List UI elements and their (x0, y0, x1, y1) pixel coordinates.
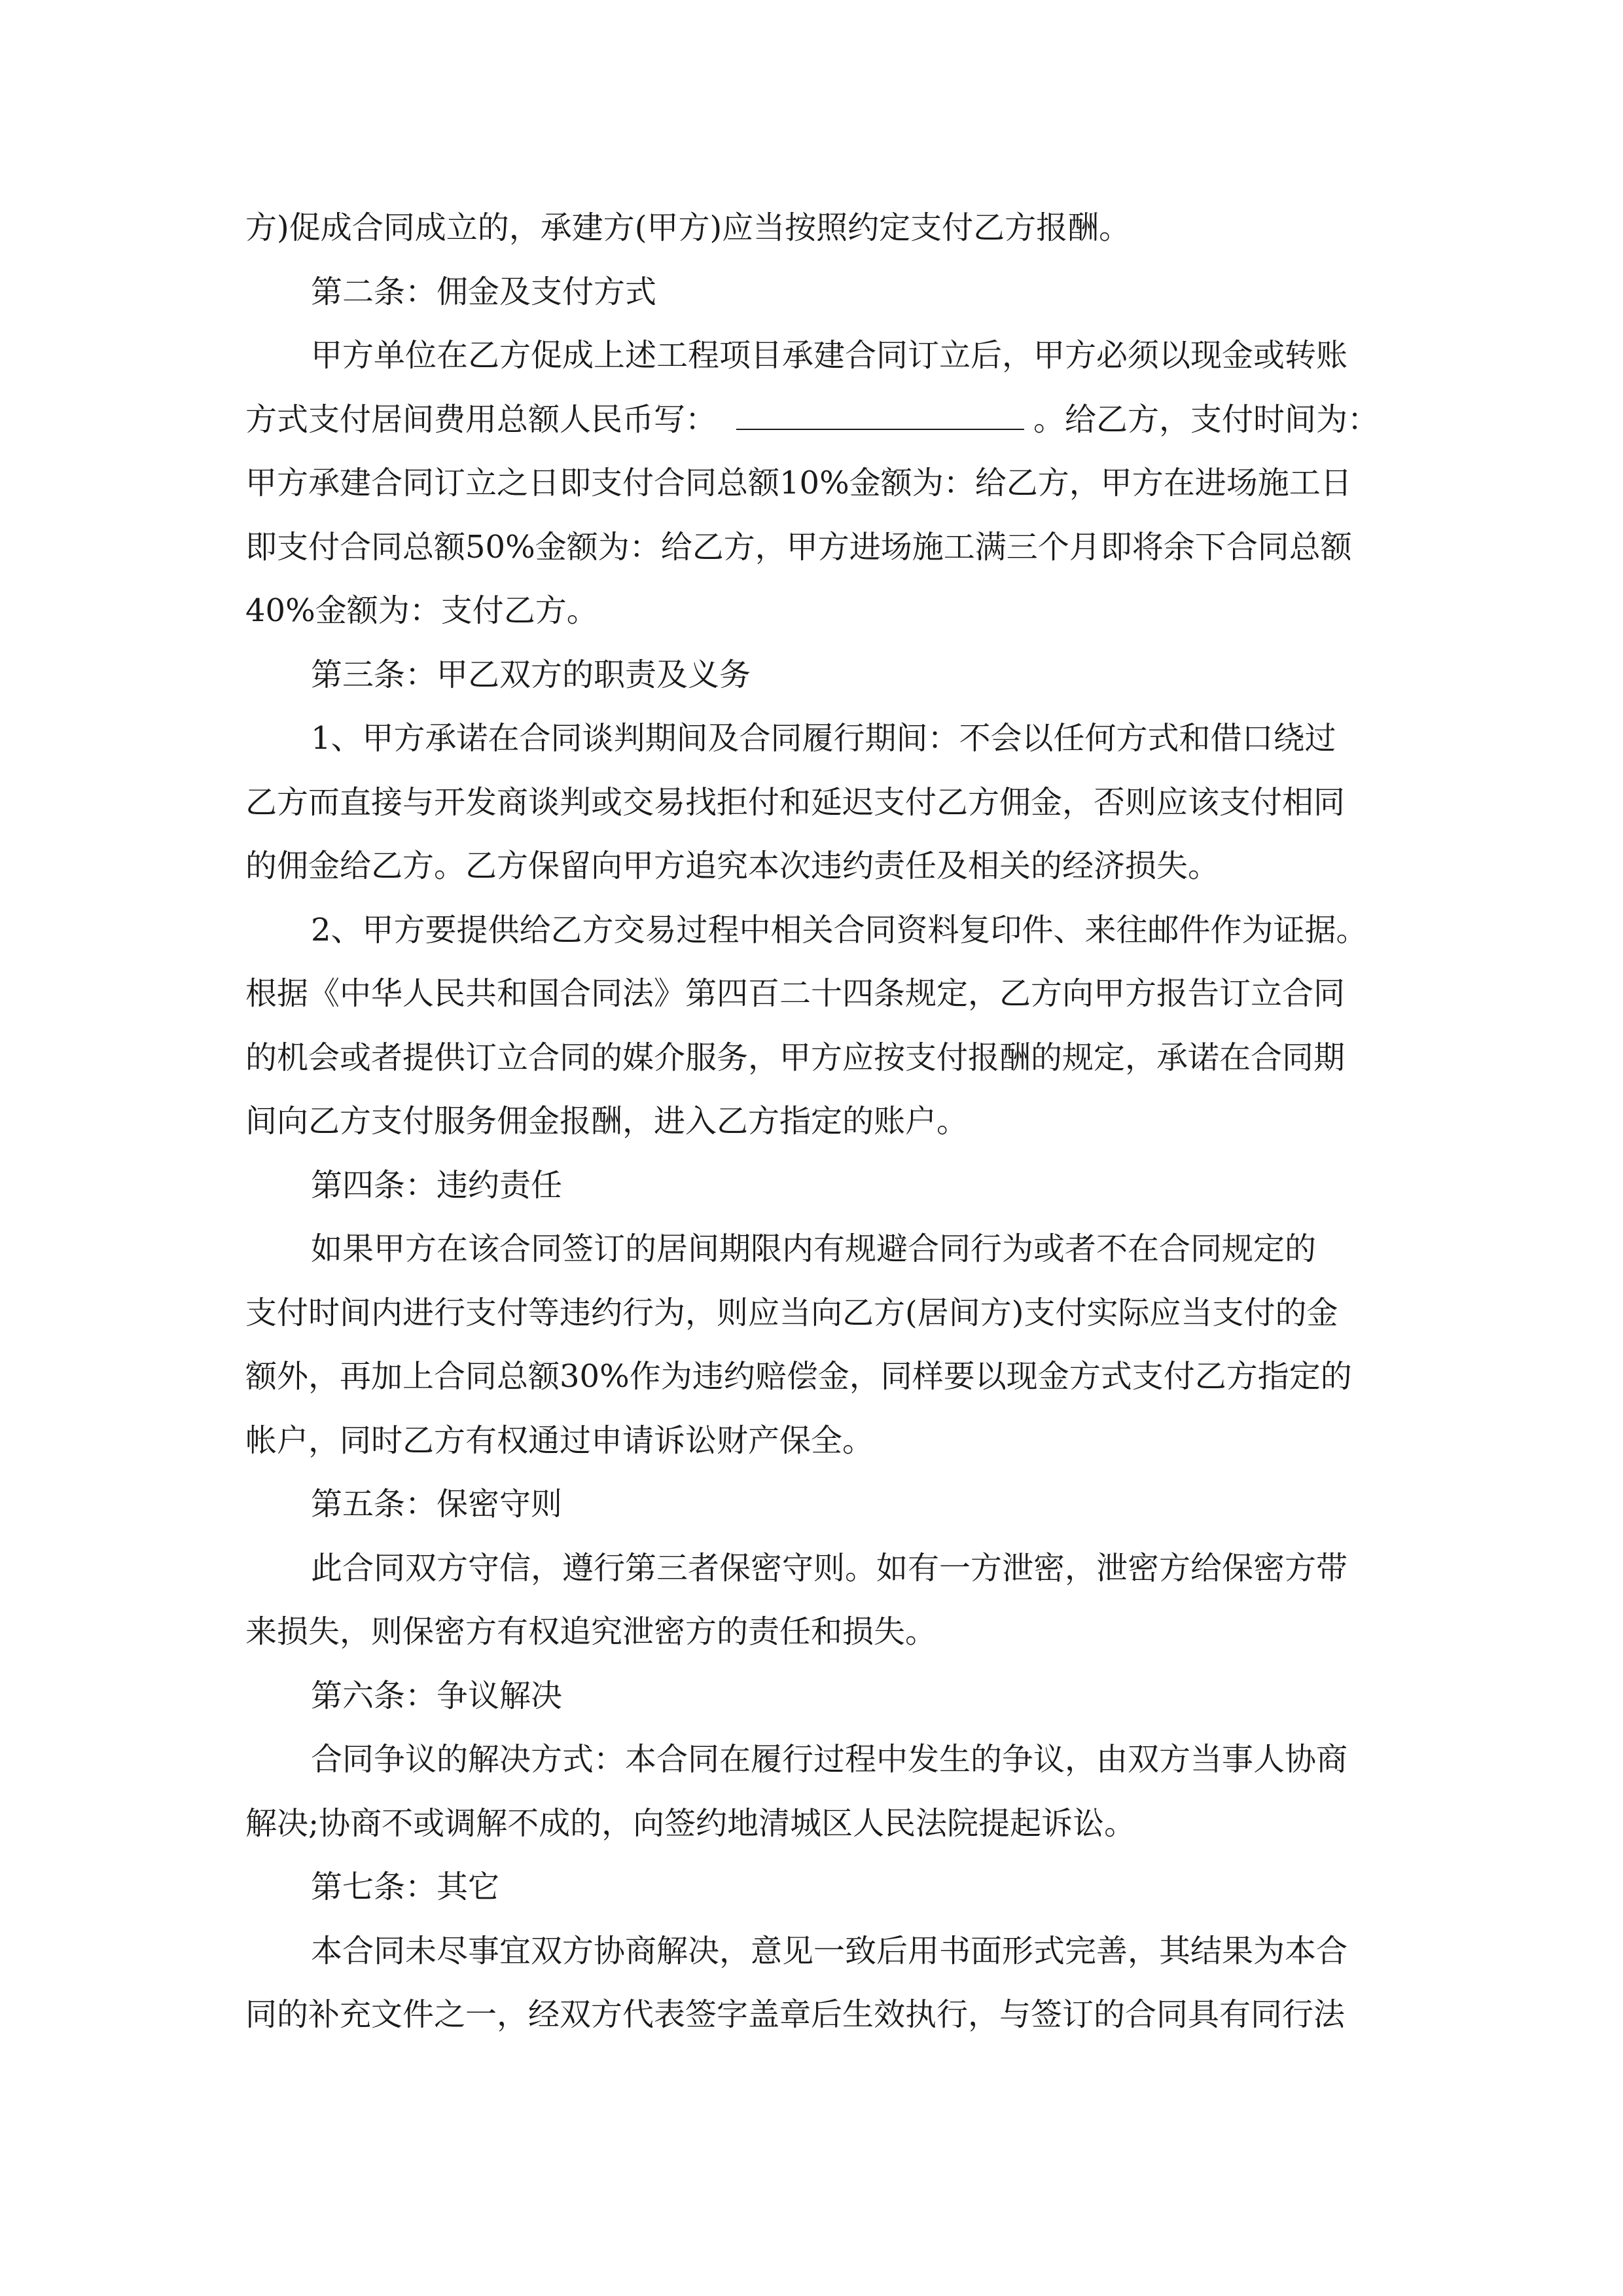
paragraph-line: 此合同双方守信，遵行第三者保密守则。如有一方泄密，泄密方给保密方带 (311, 1549, 1348, 1587)
section-heading-article-6: 第六条：争议解决 (311, 1677, 563, 1714)
paragraph-line: 2、甲方要提供给乙方交易过程中相关合同资料复印件、来往邮件作为证据。 (311, 911, 1368, 948)
paragraph-line: 同的补充文件之一，经双方代表签字盖章后生效执行，与签订的合同具有同行法 (245, 1996, 1346, 2033)
section-heading-article-3: 第三条：甲乙双方的职责及义务 (311, 656, 751, 693)
paragraph-line: 合同争议的解决方式：本合同在履行过程中发生的争议，由双方当事人协商 (311, 1741, 1348, 1778)
amount-blank-field[interactable] (736, 403, 1024, 430)
paragraph-line: 支付时间内进行支付等违约行为，则应当向乙方(居间方)支付实际应当支付的金 (245, 1294, 1338, 1331)
paragraph-line: 1、甲方承诺在合同谈判期间及合同履行期间：不会以任何方式和借口绕过 (311, 720, 1336, 757)
paragraph-line: 根据《中华人民共和国合同法》第四百二十四条规定，乙方向甲方报告订立合同 (245, 975, 1346, 1012)
payment-time-label: 。给乙方，支付时间为： (1033, 401, 1380, 438)
paragraph-line: 帐户，同时乙方有权通过申请诉讼财产保全。 (245, 1422, 874, 1459)
section-heading-article-7: 第七条：其它 (311, 1869, 500, 1905)
paragraph-line: 来损失，则保密方有权追究泄密方的责任和损失。 (245, 1613, 937, 1650)
paragraph-line: 间向乙方支付服务佣金报酬，进入乙方指定的账户。 (245, 1103, 969, 1139)
section-heading-article-2: 第二条：佣金及支付方式 (311, 273, 657, 310)
section-heading-article-5: 第五条：保密守则 (311, 1486, 563, 1522)
paragraph-line: 如果甲方在该合同签订的居间期限内有规避合同行为或者不在合同规定的 (311, 1230, 1317, 1267)
paragraph-line-with-blank (245, 388, 1384, 452)
paragraph-line: 本合同未尽事宜双方协商解决，意见一致后用书面形式完善，其结果为本合 (311, 1932, 1348, 1969)
paragraph-line: 的佣金给乙方。乙方保留向甲方追究本次违约责任及相关的经济损失。 (245, 848, 1220, 884)
paragraph-line: 解决;协商不或调解不成的，向签约地清城区人民法院提起诉讼。 (245, 1804, 1136, 1842)
paragraph-line: 甲方承建合同订立之日即支付合同总额10%金额为：给乙方，甲方在进场施工日 (245, 465, 1352, 501)
paragraph-line: 甲方单位在乙方促成上述工程项目承建合同订立后，甲方必须以现金或转账 (311, 337, 1348, 374)
paragraph-line: 40%金额为：支付乙方。 (245, 592, 598, 629)
paragraph-line: 方)促成合同成立的，承建方(甲方)应当按照约定支付乙方报酬。 (245, 209, 1131, 246)
document-body (245, 196, 1384, 2047)
amount-label: 方式支付居间费用总额人民币写： (245, 401, 717, 438)
section-heading-article-4: 第四条：违约责任 (311, 1166, 563, 1204)
paragraph-line: 乙方而直接与开发商谈判或交易找拒付和延迟支付乙方佣金，否则应该支付相同 (245, 783, 1346, 821)
paragraph-line: 即支付合同总额50%金额为：给乙方，甲方进场施工满三个月即将余下合同总额 (245, 528, 1352, 565)
paragraph-line: 额外，再加上合同总额30%作为违约赔偿金，同样要以现金方式支付乙方指定的 (245, 1358, 1352, 1395)
paragraph-line: 的机会或者提供订立合同的媒介服务，甲方应按支付报酬的规定，承诺在合同期 (245, 1039, 1346, 1076)
